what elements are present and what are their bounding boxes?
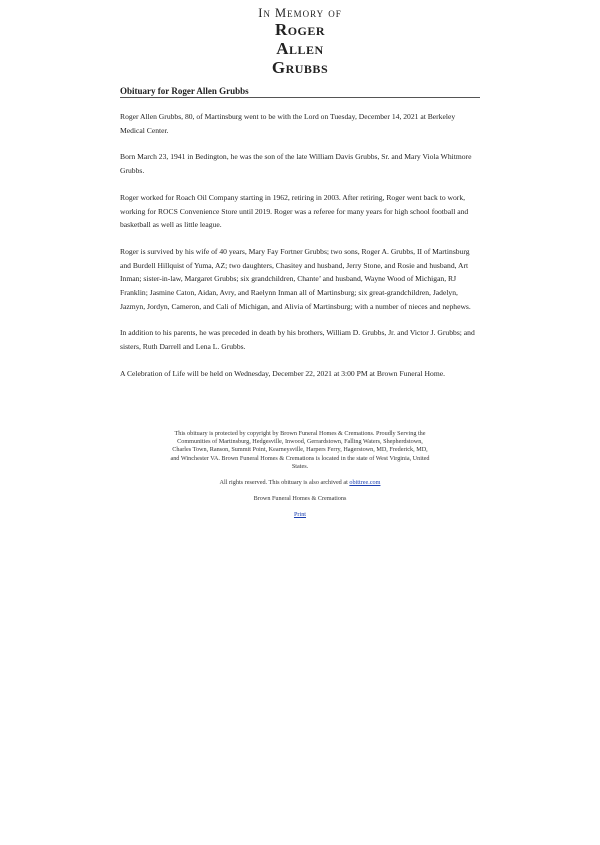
rights-line: [170, 479, 430, 487]
memorial-header: [0, 0, 600, 77]
obituary-footer: [170, 430, 430, 528]
copyright-notice: This obituary is protected by copyright by Brown Funeral Homes & Cremations. Proudly Serving the Communities of Martinsburg, Hedgesville, Inwood, Gerrardstown, Falling Waters, Shepherdstown, Charles Town, Ranson, Summit Point, Kearneysville, Harpers Ferry, Hagerstown, MD, Frederick, MD, and Winchester VA. Brown Funeral Homes & Cremations is located in the state of West Virginia, United States.: [170, 430, 430, 470]
obituary-paragraph-1: Roger Allen Grubbs, 80, of Martinsburg went to be with the Lord on Tuesday, December 14, 2021 at Berkeley Medical Center.: [120, 112, 456, 135]
company-name: Brown Funeral Homes & Cremations: [253, 495, 347, 503]
name-line-last: Grubbs: [271, 58, 329, 77]
obituary-paragraph-5: In addition to his parents, he was preceded in death by his brothers, William D. Grubbs, Jr. and Victor J. Grubbs; and sisters, Ruth Darrell and Lena L. Grubbs.: [120, 328, 475, 352]
obituary-content: [120, 86, 480, 381]
obituary-paragraph-3: Roger worked for Roach Oil Company starting in 1962, retiring in 2003. After retiring, Roger went back to work, working for ROCS Convenience Store until 2019. Roger was a referee for many years for high school football and basketball as well as little league.: [120, 192, 469, 230]
rights-text: All rights reserved. This obituary is also archived at: [219, 479, 350, 487]
print-link[interactable]: Print: [293, 511, 307, 519]
obituary-paragraph-6: A Celebration of Life will be held on Wednesday, December 22, 2021 at 3:00 PM at Brown Funeral Home.: [120, 368, 446, 378]
in-memory-label: In Memory of: [258, 6, 342, 20]
name-line-middle: Allen: [276, 39, 324, 58]
obituary-title: Obituary for Roger Allen Grubbs: [120, 86, 480, 98]
obittree-link[interactable]: obittree.com: [349, 479, 381, 487]
obituary-paragraph-2: Born March 23, 1941 in Bedington, he was the son of the late William Davis Grubbs, Sr. and Mary Viola Whitmore Grubbs.: [120, 152, 472, 176]
obituary-paragraph-4: Roger is survived by his wife of 40 years, Mary Fay Fortner Grubbs; two sons, Roger A. Grubbs, II of Martinsburg and Burdell Hillquist of Yuma, AZ; two daughters, Chasitey and husband, Jerry Stone, and Rosie and husband, Art Inman; sister-in-law, Margaret Grubbs; six grandchildren, Chante’ and husband, Wayne Wood of Michigan, RJ Franklin; Jasmine Caton, Aidan, Avry, and Raelynn Inman all of Martinsburg; six great-grandchildren, Jadelyn, Jazmyn, Jordyn, Cameron, and Cali of Michigan, and Alivia of Martinsburg; with a number of nieces and nephews.: [120, 246, 471, 311]
name-line-first: Roger: [274, 20, 326, 39]
